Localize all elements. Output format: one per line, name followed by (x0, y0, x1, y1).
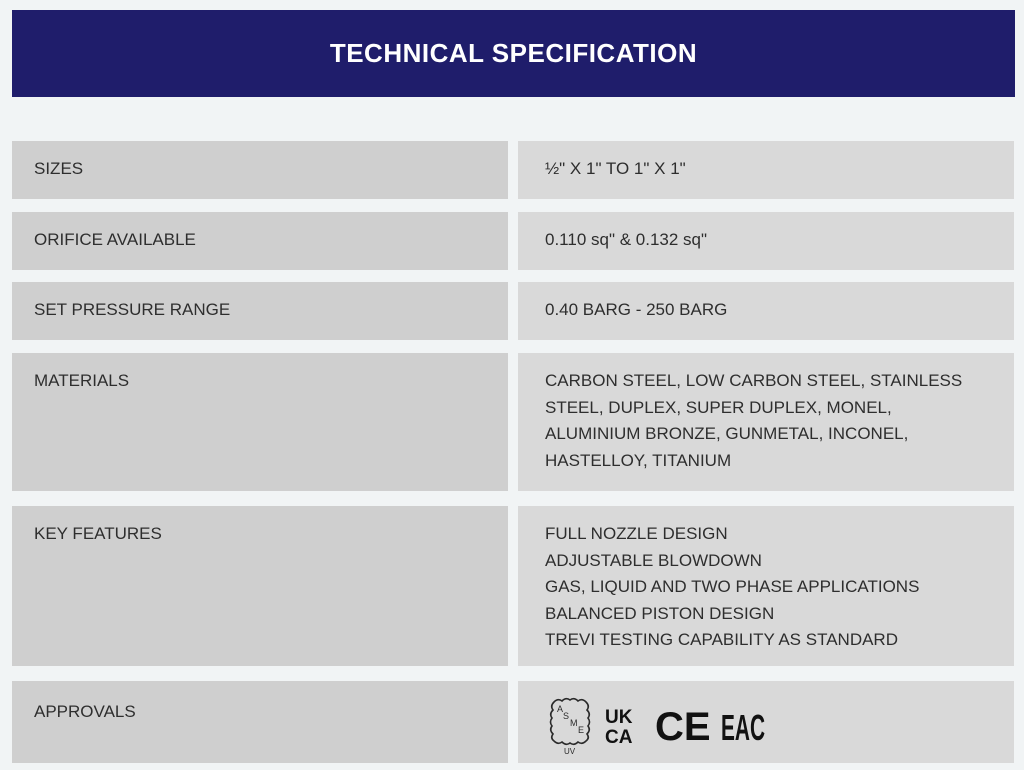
asme-letter: M (570, 718, 578, 728)
ukca-mark-icon (605, 705, 645, 748)
page-title: TECHNICAL SPECIFICATION (329, 38, 698, 68)
approval-logos (545, 694, 992, 756)
spec-value-set-pressure (518, 282, 1014, 340)
asme-letter: S (563, 711, 570, 721)
spec-value-line: ½" X 1" TO 1" X 1" (545, 159, 686, 178)
spec-value-approvals (518, 681, 1014, 763)
spec-value-line: FULL NOZZLE DESIGN (545, 524, 728, 543)
asme-letter: E (578, 725, 585, 735)
eac-text: EAC (721, 707, 765, 748)
spec-label-orifice (12, 212, 508, 270)
ce-mark-icon (655, 705, 711, 749)
asme-letter: A (557, 704, 564, 714)
spec-value-line: 0.110 sq" & 0.132 sq" (545, 230, 708, 249)
spec-value-line: BALANCED PISTON DESIGN (545, 603, 775, 623)
spec-label-sizes (12, 141, 508, 199)
spec-label: APPROVALS (34, 702, 136, 721)
spec-value-line: 0.40 BARG - 250 BARG (545, 300, 728, 319)
spec-label: SET PRESSURE RANGE (34, 300, 231, 319)
spec-value-orifice (518, 212, 1014, 270)
asme-uv-stamp-icon (545, 694, 595, 756)
eac-mark-icon (721, 705, 767, 748)
spec-label-set-pressure (12, 282, 508, 340)
ce-text: CE (655, 705, 711, 749)
spec-value-line: ADJUSTABLE BLOWDOWN (545, 550, 762, 570)
spec-value-key-features (518, 506, 1014, 666)
spec-value-line: TREVI TESTING CAPABILITY AS STANDARD (545, 630, 898, 649)
spec-value-line: STEEL, DUPLEX, SUPER DUPLEX, MONEL, (545, 397, 892, 417)
asme-stamp-code: UV (564, 747, 576, 756)
spec-value-materials (518, 353, 1014, 491)
ukca-text: CA (605, 727, 633, 748)
spec-value-line: GAS, LIQUID AND TWO PHASE APPLICATIONS (545, 577, 920, 596)
spec-label: SIZES (34, 159, 84, 178)
spec-label: KEY FEATURES (34, 524, 162, 543)
spec-value-line: ALUMINIUM BRONZE, GUNMETAL, INCONEL, (545, 424, 909, 443)
spec-label-materials (12, 353, 508, 491)
spec-label-approvals (12, 681, 508, 763)
spec-value-line: HASTELLOY, TITANIUM (545, 450, 732, 470)
ukca-text: UK (605, 707, 633, 728)
spec-value-line: CARBON STEEL, LOW CARBON STEEL, STAINLESS (545, 371, 963, 390)
spec-label-key-features (12, 506, 508, 666)
spec-value-sizes (518, 141, 1014, 199)
page-header (12, 10, 1015, 97)
spec-label: ORIFICE AVAILABLE (34, 230, 196, 249)
spec-label: MATERIALS (34, 371, 130, 390)
